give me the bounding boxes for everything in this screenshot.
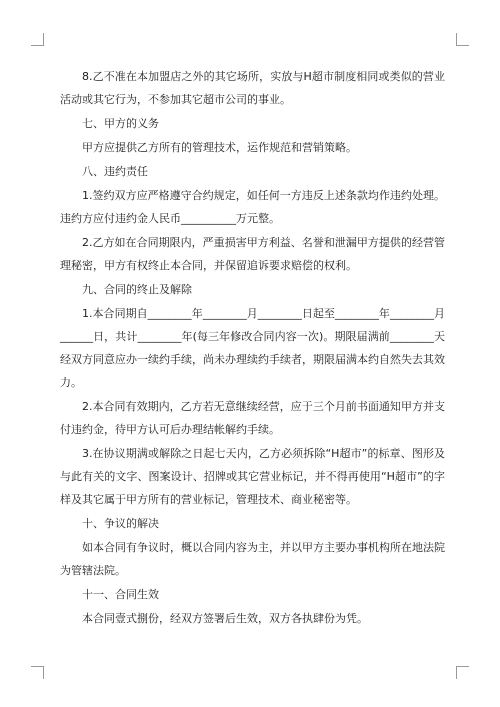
- page-corner-mark-top-left: [31, 33, 44, 46]
- section-heading-dispute-resolution: 十、争议的解决: [82, 517, 159, 530]
- termination-clause-3: 3.在协议期满或解除之日起七天内，乙方必须拆除“H超市”的标章、图形及与此有关的文字、图案设计、招牌或其它营业标记，并不得再使用“H超市”的字样及其它属于甲方所有的营业标记，管理技术、商业秘密等。: [60, 447, 445, 506]
- page-corner-mark-bottom-right: [456, 666, 469, 679]
- breach-clause-1: 1.签约双方应严格遵守合约规定，如任何一方违反上述条款均作违约处理。违约方应付违约金人民币__________万元整。: [60, 189, 445, 225]
- clause-8-no-competing-business: 8.乙不准在本加盟店之外的其它场所，实放与H超市制度相同或类似的营业活动或其它行为，不参加其它超市公司的事业。: [60, 70, 445, 106]
- section-heading-termination: 九、合同的终止及解除: [82, 283, 192, 296]
- page-corner-mark-top-right: [456, 33, 469, 46]
- section-heading-breach-liability: 八、违约责任: [82, 165, 148, 178]
- breach-clause-2: 2.乙方如在合同期限内，严重损害甲方利益、名誉和泄漏甲方提供的经营管理秘密，甲方有权终止本合同，并保留追诉要求赔偿的权利。: [60, 236, 445, 272]
- section-heading-contract-effect: 十一、合同生效: [82, 588, 159, 601]
- document-body: [60, 65, 445, 631]
- page-corner-mark-bottom-left: [31, 666, 44, 679]
- party-a-obligation-text: 甲方应提供乙方所有的管理技术，运作规范和营销策略。: [82, 141, 357, 154]
- section-heading-party-a-obligations: 七、甲方的义务: [82, 117, 159, 130]
- contract-effect-text: 本合同壹式捌份，经双方签署后生效，双方各执肆份为凭。: [82, 612, 368, 625]
- termination-clause-1: 1.本合同期自________年________月________日起至________年________月______日，共计________年(每三年修改合同内容一次)。期限届满前________天经双方同意应办一续约手续，尚未办理续约手续者，期限届满本约自然失去其效力。: [60, 307, 445, 389]
- dispute-resolution-text: 如本合同有争议时，概以合同内容为主，并以甲方主要办事机构所在地法院为管辖法院。: [60, 541, 445, 577]
- termination-clause-2: 2.本合同有效期内，乙方若无意继续经营，应于三个月前书面通知甲方并支付违约金，待甲方认可后办理结帐解约手续。: [60, 400, 445, 436]
